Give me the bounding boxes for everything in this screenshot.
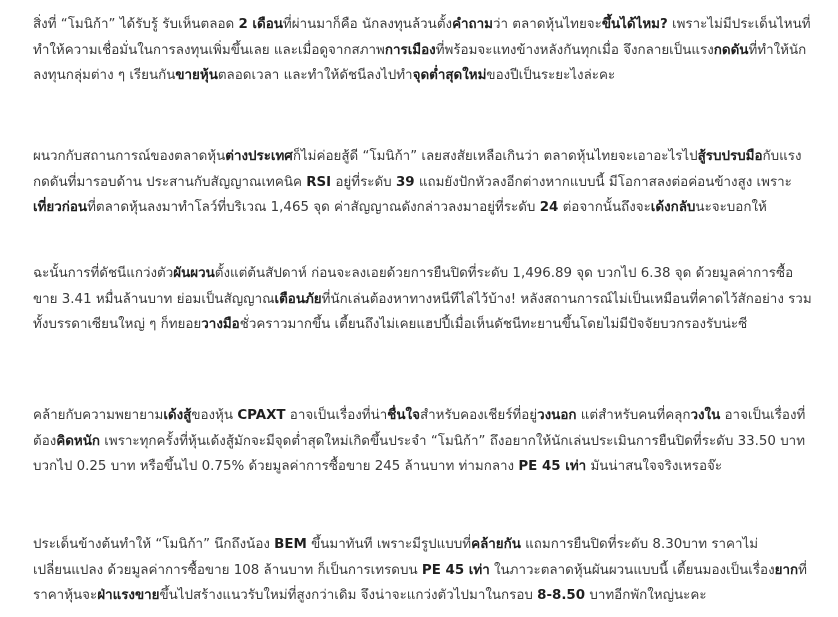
body-text: ก็ไม่ค่อยสู้ดี “โมนิก้า” เลยสงสัยเหลือเกินว่า ตลาดหุ้นไทยจะเอาอะไรไป (292, 149, 698, 164)
body-text: มันน่าสนใจจริงเหรอจ๊ะ (586, 459, 723, 474)
body-text: ที่ตลาดหุ้นลงมาทำโลว์ที่บริเวณ 1,465 จุด ค่าสัญญาณดังกล่าวลงมาอยู่ที่ระดับ (87, 200, 540, 215)
body-text: ที่ผ่านมาก็คือ นักลงทุนล้วนตั้ง (282, 17, 453, 32)
emphasis-text: 8-8.50 (537, 588, 586, 603)
emphasis-text: วงใน (690, 408, 721, 423)
body-text: อยู่ที่ระดับ (331, 174, 396, 190)
body-text: สิ่งที่ “โมนิก้า” ได้รับรู้ รับเห็นตลอด (33, 17, 239, 32)
body-text: ของปีเป็นระยะไงล่ะคะ (486, 68, 616, 83)
emphasis-text: ชื่นใจ (387, 408, 420, 423)
emphasis-text: เตือนภัย (274, 291, 322, 307)
emphasis-text: ยาก (774, 562, 799, 578)
emphasis-text: CPAXT (237, 408, 286, 423)
body-text: แต่สำหรับคนที่คลุก (576, 408, 691, 423)
emphasis-text: วางมือ (201, 317, 240, 332)
emphasis-text: ขึ้นได้ไหม? (601, 17, 668, 32)
body-text: ประเด็นข้างต้นทำให้ “โมนิก้า” นึกถึงน้อง (33, 537, 275, 552)
body-text: ผนวกกับสถานการณ์ของตลาดหุ้น (33, 149, 226, 164)
paragraph-5 (33, 532, 813, 609)
emphasis-text: PE 45 เท่า (421, 562, 490, 578)
body-text: ที่ทำให้นักลงทุนกลุ่มต่าง ๆ เรียนกัน (33, 42, 807, 83)
body-text: แถมการยืนปิดที่ระดับ 8.30บาท ราคาไม่เปลี่ยนแปลง ด้วยมูลค่าการซื้อขาย 108 ล้านบาท ก็เป็นการเทรดบน (33, 537, 759, 578)
emphasis-text: ฝ่าแรงขาย (97, 588, 160, 603)
body-text: กับแรงกดดันที่มารอบด้าน ประสานกับสัญญาณเทคนิค (33, 149, 802, 190)
body-text: ตั้งแต่ต้นสัปดาห์ ก่อนจะลงเอยด้วยการยืนปิดที่ระดับ 1,496.89 จุด บวกไป 6.38 จุด ด้วยมูลค่าการซื้อขาย 3.41 หมื่นล้านบาท ย่อมเป็นสัญญาณ (33, 266, 794, 307)
emphasis-text: RSI (306, 174, 332, 190)
emphasis-text: เที่ยวก่อน (33, 200, 88, 215)
emphasis-text: ผันผวน (173, 266, 215, 281)
paragraph-1 (33, 12, 813, 89)
emphasis-text: คำถาม (452, 17, 493, 32)
emphasis-text: ต่างประเทศ (225, 149, 293, 164)
body-text: ที่ราคาหุ้นจะ (33, 562, 807, 603)
body-text: ขึ้นไปสร้างแนวรับใหม่ที่สูงกว่าเดิม จึงน่าจะแกว่งตัวไปมาในกรอบ (159, 588, 538, 603)
emphasis-text: ขายหุ้น (175, 68, 218, 83)
emphasis-text: 24 (539, 200, 559, 215)
body-text: ของหุ้น (191, 408, 238, 423)
body-text: ที่นักเล่นต้องหาทางหนีทีไล่ไว้บ้าง! หลังสถานการณ์ไม่เป็นเหมือนที่คาดไว้สักอย่าง รวมทั้งบรรดาเซียนใหญ่ ๆ ก็ทยอย (33, 291, 812, 332)
emphasis-text: คิดหนัก (56, 433, 101, 449)
body-text: บาทอีกพักใหญ่นะคะ (585, 588, 707, 603)
body-text: นะจะบอกให้ (695, 200, 767, 215)
emphasis-text: กดดัน (713, 42, 749, 58)
body-text: ขึ้นมาทันที เพราะมีรูปแบบที่ (306, 537, 472, 552)
paragraph-3 (33, 261, 813, 338)
emphasis-text: การเมือง (384, 42, 436, 58)
body-text: ฉะนั้นการที่ดัชนีแกว่งตัว (33, 266, 174, 281)
body-text: แถมยังปักหัวลงอีกต่างหากแบบนี้ มีโอกาสลงต่อค่อนข้างสูง เพราะ (414, 174, 792, 190)
body-text: เพราะทุกครั้งที่หุ้นเด้งสู้มักจะมีจุดต่ำสุดใหม่เกิดขึ้นประจำ “โมนิก้า” ถึงอยากให้นักเล่นประเมินการยืนปิดที่ระดับ 33.50 บาท บวกไป 0.25 บาท หรือขึ้นไป 0.75% ด้วยมูลค่าการซื้อขาย 245 ล้านบาท ท่ามกลาง (33, 433, 806, 474)
emphasis-text: วงนอก (537, 408, 577, 423)
body-text: ต่อจากนั้นถึงจะ (558, 200, 651, 215)
body-text: สำหรับคองเชียร์ที่อยู่ (419, 408, 538, 423)
body-text: ชั่วคราวมากขึ้น เตี้ยนถึงไม่เคยแฮปปี้เมื่อเห็นดัชนีทะยานขึ้นโดยไม่มีปัจจัยบวกรองรับน่ะซี (239, 317, 748, 332)
emphasis-text: คล้ายกัน (471, 537, 521, 552)
emphasis-text: PE 45 เท่า (518, 459, 587, 474)
emphasis-text: 2 เดือน (238, 17, 283, 32)
emphasis-text: เด้งสู้ (163, 408, 192, 423)
paragraph-4 (33, 403, 813, 480)
emphasis-text: เด้งกลับ (650, 200, 696, 215)
emphasis-text: สู้รบปรบมือ (697, 149, 763, 164)
body-text: ในภาวะตลาดหุ้นผันผวนแบบนี้ เตี้ยนมองเป็นเรื่อง (489, 562, 775, 578)
body-text: ตลอดเวลา และทำให้ดัชนีลงไปทำ (217, 68, 413, 83)
body-text: อาจเป็นเรื่องที่ต้อง (33, 408, 806, 449)
emphasis-text: จุดต่ำสุดใหม่ (412, 68, 487, 83)
body-text: อาจเป็นเรื่องที่น่า (285, 408, 388, 423)
body-text: เพราะไม่มีประเด็นไหนที่ทำให้ความเชื่อมั่นในการลงทุนเพิ่มขึ้นเลย และเมื่อดูจากสภาพ (33, 17, 811, 58)
paragraph-2 (33, 144, 813, 221)
emphasis-text: 39 (395, 174, 415, 190)
body-text: ว่า ตลาดหุ้นไทยจะ (493, 17, 602, 32)
body-text: ที่พร้อมจะแทงข้างหลังกันทุกเมื่อ จึงกลายเป็นแรง (435, 42, 714, 58)
body-text: คล้ายกับความพยายาม (33, 408, 164, 423)
emphasis-text: BEM (274, 537, 307, 552)
